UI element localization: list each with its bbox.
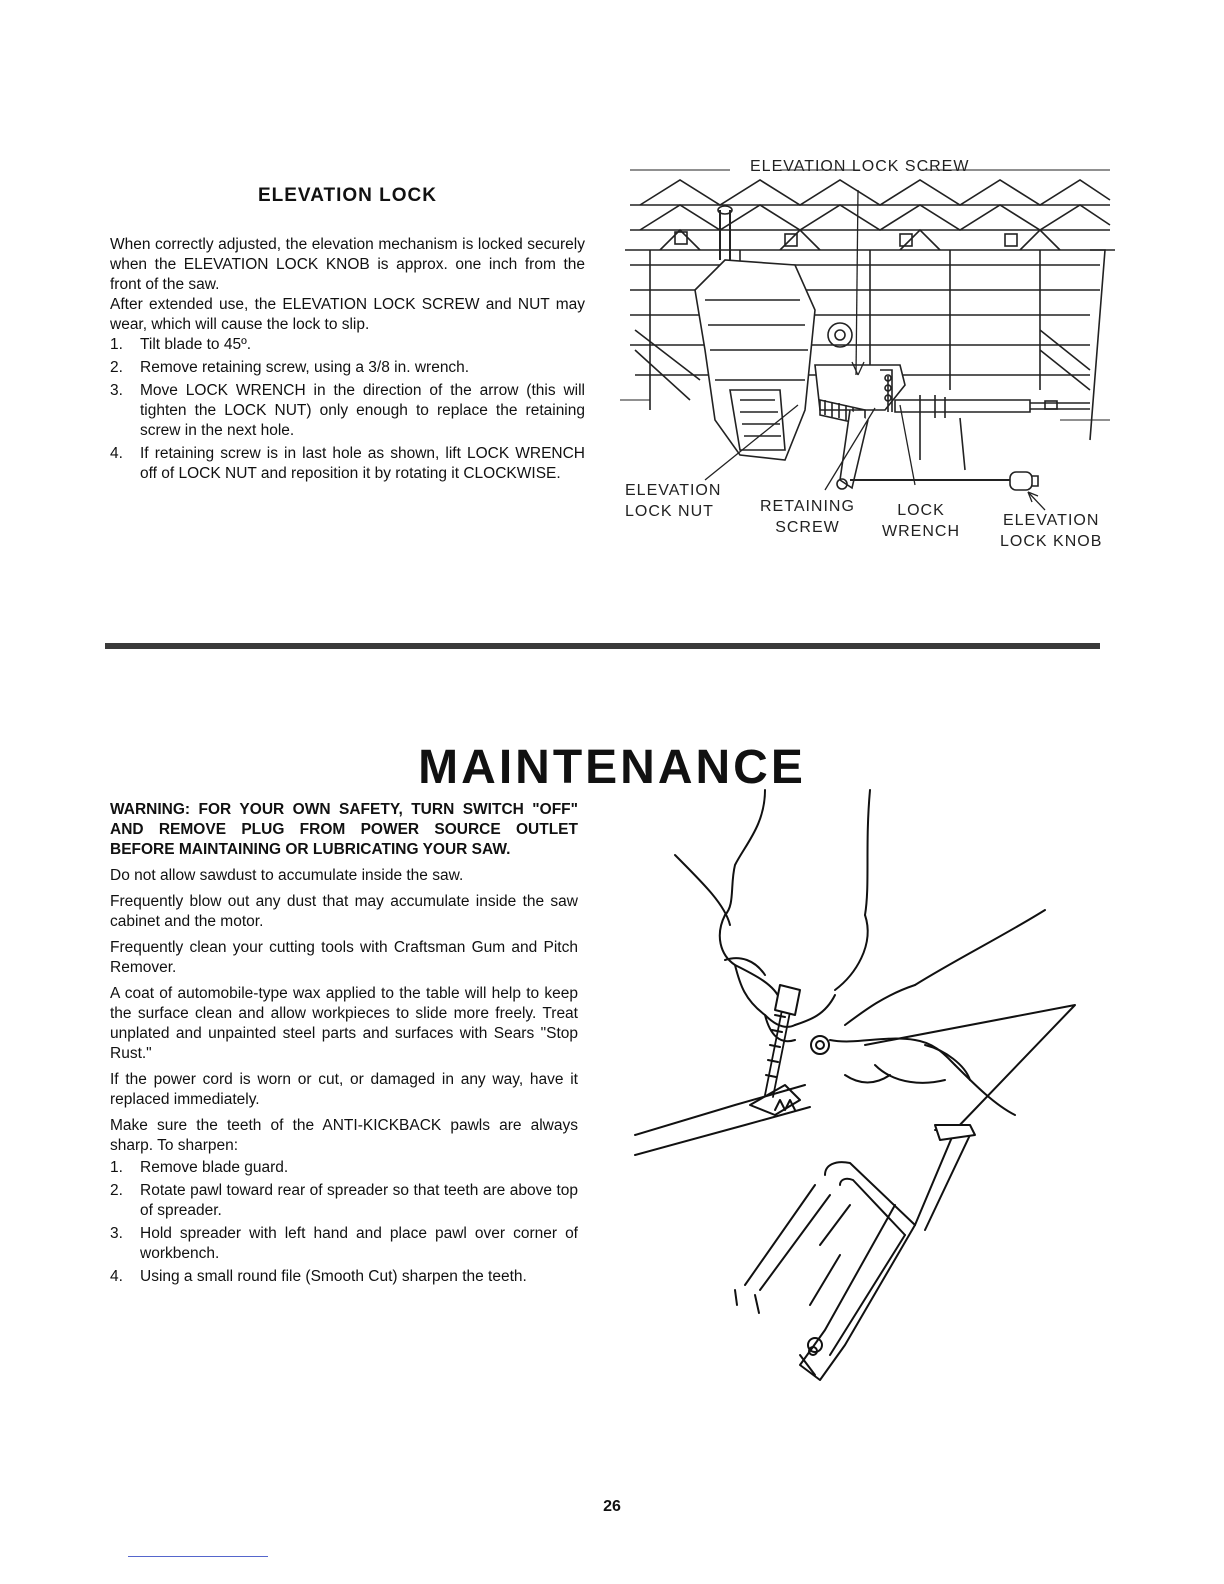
step-number: 4. [110,1268,123,1285]
step-text: If retaining screw is in last hole as shown, lift LOCK WRENCH off of LOCK NUT and reposition it by rotating it CLOCKWISE. [140,445,585,482]
label-text: SCREW [775,519,840,536]
elevation-lock-illustration [620,150,1120,560]
label-elevation-lock-nut [625,480,721,522]
step-text: Hold spreader with left hand and place pawl over corner of workbench. [140,1225,578,1262]
step-item [110,444,585,484]
step-text: Tilt blade to 45º. [140,336,252,353]
step-text: Move LOCK WRENCH in the direction of the arrow (this will tighten the LOCK NUT) only enough to replace the retaining screw in the next hole. [140,382,585,439]
step-item [110,381,585,441]
maintenance-section [110,800,578,1290]
label-lock-wrench [882,500,960,542]
step-item [110,1181,578,1221]
label-text: LOCK [897,502,945,519]
step-text: Using a small round file (Smooth Cut) sharpen the teeth. [140,1268,527,1285]
label-text: LOCK NUT [625,503,714,520]
paragraph: Frequently blow out any dust that may accumulate inside the saw cabinet and the motor. [110,893,578,930]
page-number: 26 [603,1498,621,1515]
paragraph: If the power cord is worn or cut, or damaged in any way, have it replaced immediately. [110,1071,578,1108]
step-item [110,1224,578,1264]
step-number: 3. [110,1225,123,1242]
sharpening-illustration [625,785,1095,1395]
elevation-lock-section [110,185,585,487]
label-text: ELEVATION [625,482,722,499]
label-text: WRENCH [882,523,960,540]
paragraph: Do not allow sawdust to accumulate inside the saw. [110,867,464,884]
label-elevation-lock-screw [750,156,969,177]
hands-filing-pawl-drawing [625,785,1095,1395]
label-elevation-lock-knob [1000,510,1102,552]
step-number: 2. [110,1182,123,1199]
step-text: Remove blade guard. [140,1159,289,1176]
label-text: ELEVATION LOCK SCREW [750,158,970,175]
paragraph: Make sure the teeth of the ANTI-KICKBACK pawls are always sharp. To sharpen: [110,1117,578,1154]
step-number: 4. [110,445,123,462]
step-number: 2. [110,359,123,376]
paragraph: When correctly adjusted, the elevation mechanism is locked securely when the ELEVATION LOCK KNOB is approx. one inch from the front of the saw. [110,236,585,293]
label-text: ELEVATION [1002,512,1100,529]
step-item [110,335,585,355]
step-item [110,1158,578,1178]
paragraph: After extended use, the ELEVATION LOCK SCREW and NUT may wear, which will cause the lock to slip. [110,296,585,333]
label-text: RETAINING [760,498,855,515]
step-item [110,358,585,378]
safety-warning: WARNING: FOR YOUR OWN SAFETY, TURN SWITCH "OFF" AND REMOVE PLUG FROM POWER SOURCE OUTLET BEFORE MAINTAINING OR LUBRICATING YOUR SAW. [110,801,578,858]
step-text: Remove retaining screw, using a 3/8 in. wrench. [140,359,470,376]
sharpen-steps [110,1158,578,1287]
step-number: 1. [110,336,123,353]
step-text: Rotate pawl toward rear of spreader so that teeth are above top of spreader. [140,1182,578,1219]
step-number: 3. [110,382,123,399]
step-number: 1. [110,1159,123,1176]
footer-link-line [128,1556,268,1557]
label-text: LOCK KNOB [1000,533,1103,550]
step-item [110,1267,578,1287]
paragraph: A coat of automobile-type wax applied to the table will help to keep the surface clean and allow workpieces to slide more freely. Treat unplated and unpainted steel parts and surfaces with Sears "Stop Rust." [110,985,578,1062]
label-retaining-screw [760,496,855,538]
paragraph: Frequently clean your cutting tools with Craftsman Gum and Pitch Remover. [110,939,578,976]
section-divider [105,643,1100,649]
elevation-lock-title: ELEVATION LOCK [257,185,438,206]
elevation-lock-steps [110,335,585,484]
maintenance-title: MAINTENANCE [418,741,806,795]
